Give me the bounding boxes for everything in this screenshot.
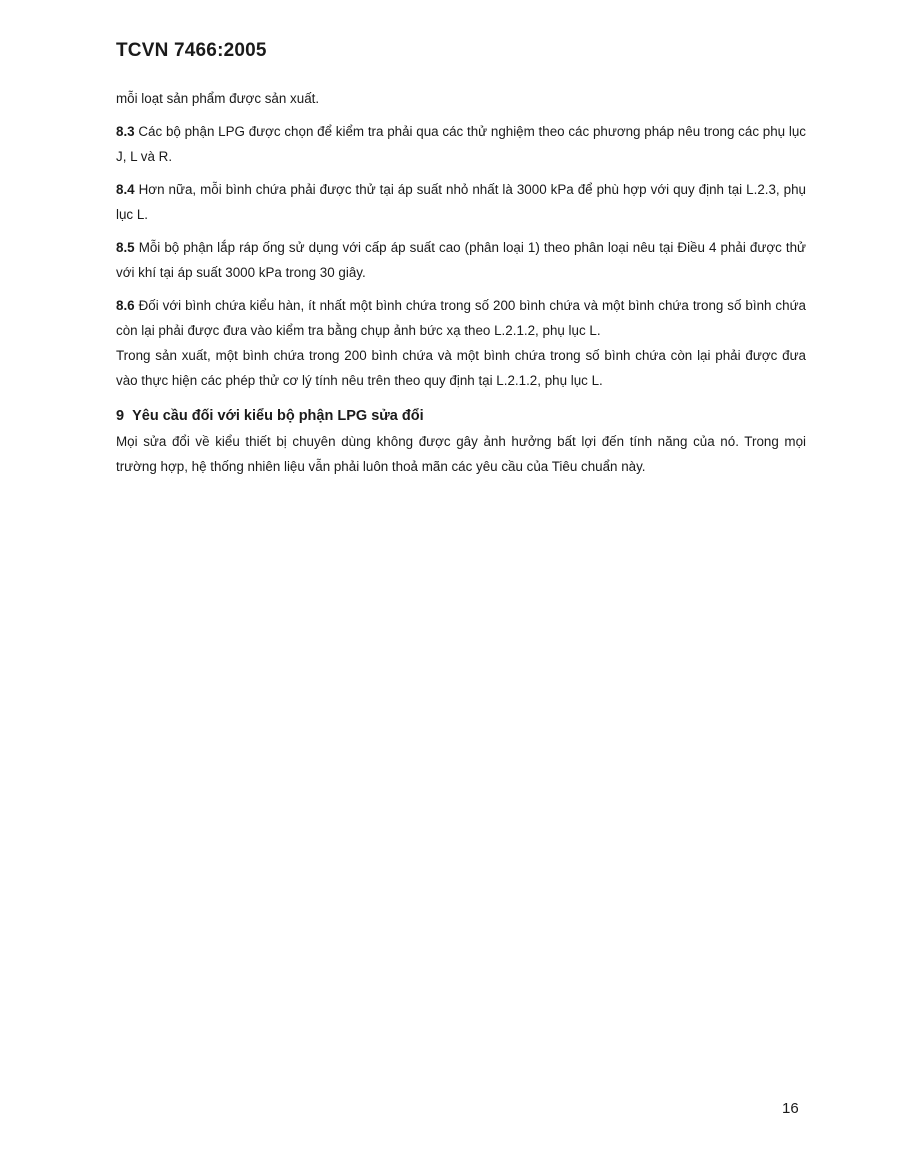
page-number: 16 <box>782 1100 799 1117</box>
clause-text: Mỗi bộ phận lắp ráp ống sử dụng với cấp áp suất cao (phân loại 1) theo phân loại nêu tại Điều 4 phải được thử với khí tại áp suất 3000 kPa trong 30 giây. <box>116 240 806 280</box>
section-title: Yêu cầu đối với kiểu bộ phận LPG sửa đổi <box>132 408 424 424</box>
section-9-text: Mọi sửa đổi về kiểu thiết bị chuyên dùng không được gây ảnh hưởng bất lợi đến tính năng của nó. Trong mọi trường hợp, hệ thống nhiên liệu vẫn phải luôn thoả mãn các yêu cầu của Tiêu chuẩn này. <box>116 434 806 474</box>
clause-number: 8.5 <box>116 240 135 255</box>
clause-number: 8.4 <box>116 182 135 197</box>
clause-8-3 <box>116 119 806 169</box>
clause-8-6 <box>116 293 806 343</box>
section-9-heading <box>116 403 806 429</box>
document-body <box>116 86 806 487</box>
clause-number: 8.3 <box>116 124 135 139</box>
clause-text: Hơn nữa, mỗi bình chứa phải được thử tại áp suất nhỏ nhất là 3000 kPa để phù hợp với quy định tại L.2.3, phụ lục L. <box>116 182 806 222</box>
intro-paragraph: mỗi loạt sản phẩm được sản xuất. <box>116 91 320 106</box>
document-standard-code: TCVN 7466:2005 <box>116 40 267 61</box>
clause-8-5 <box>116 235 806 285</box>
clause-text: Đối với bình chứa kiểu hàn, ít nhất một bình chứa trong số 200 bình chứa và một bình chứa trong số bình chứa còn lại phải được đưa vào kiểm tra bằng chụp ảnh bức xạ theo L.2.1.2, phụ lục L. <box>116 298 806 338</box>
clause-8-6-continuation: Trong sản xuất, một bình chứa trong 200 bình chứa và một bình chứa trong số bình chứa còn lại phải được đưa vào thực hiện các phép thử cơ lý tính nêu trên theo quy định tại L.2.1.2, phụ lục L. <box>116 348 806 388</box>
clause-number: 8.6 <box>116 298 135 313</box>
section-number: 9 <box>116 408 125 424</box>
clause-text: Các bộ phận LPG được chọn để kiểm tra phải qua các thử nghiệm theo các phương pháp nêu trong các phụ lục J, L và R. <box>116 124 806 164</box>
clause-8-4 <box>116 177 806 227</box>
